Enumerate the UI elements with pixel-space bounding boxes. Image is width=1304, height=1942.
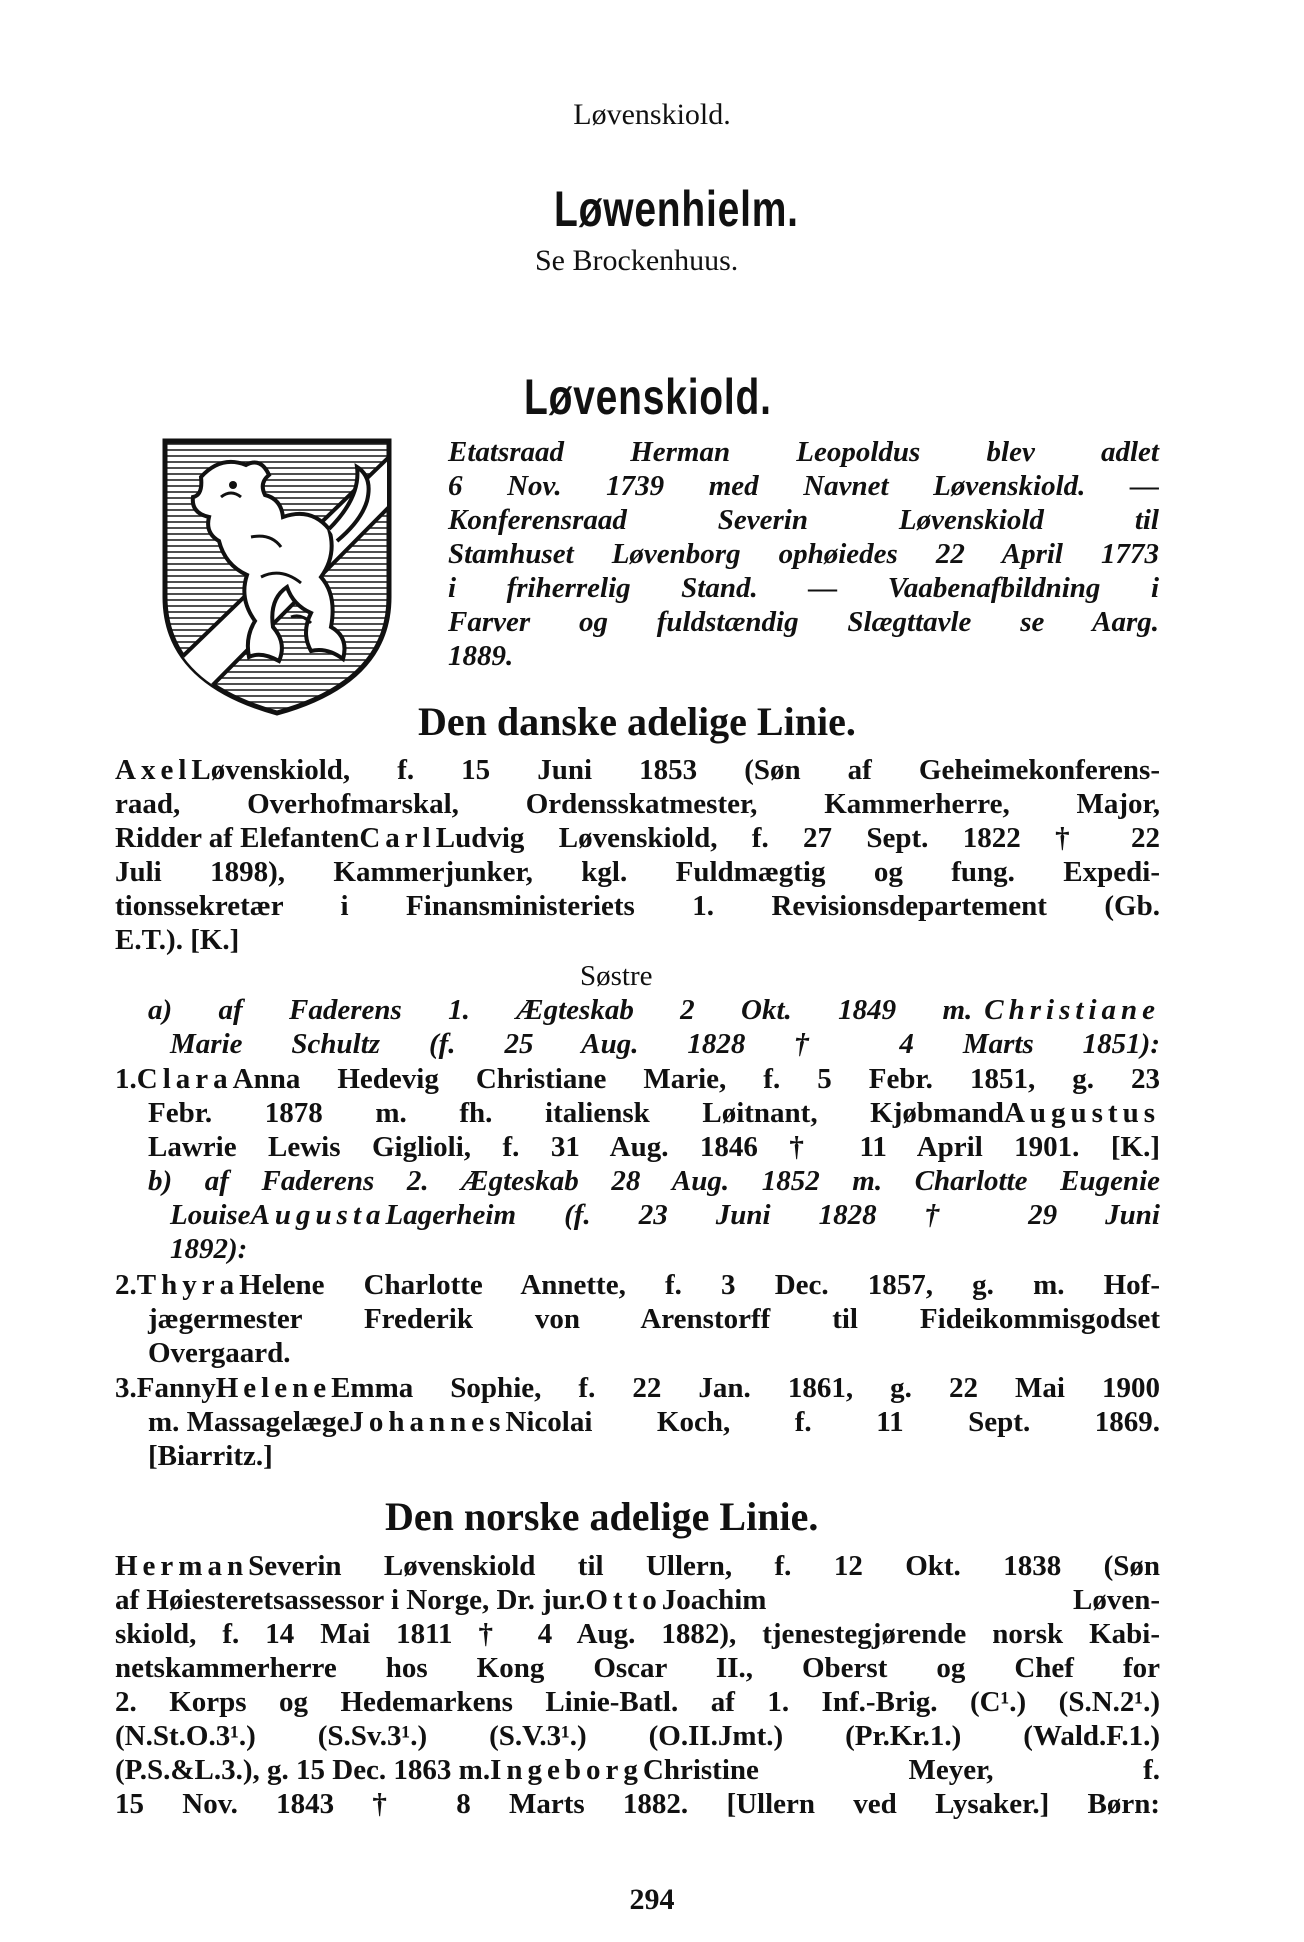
- danish-entry-line-3-a: Ridder af Elefanten: [115, 822, 360, 854]
- danish-entry-line-1-text: Løvenskiold, f. 15 Juni 1853 (Søn af Geheimekonferens-: [191, 754, 1160, 786]
- sister-3-line-1-text: Emma Sophie, f. 22 Jan. 1861, g. 22 Mai 1900: [331, 1372, 1160, 1404]
- person-name-axel: Axel: [115, 754, 192, 786]
- heading-danish-line: Den danske adelige Linie.: [418, 699, 856, 744]
- sister-2-line-1: [115, 1269, 1160, 1302]
- intro-line-1: Etatsraad Herman Leopoldus blev adlet: [448, 436, 1159, 468]
- norwegian-line-5: 2. Korps og Hedemarkens Linie-Batl. af 1. Inf.-Brig. (C¹.) (S.N.2¹.): [115, 1686, 1160, 1718]
- norwegian-line-2: [115, 1584, 1160, 1617]
- person-name-thyra: Thyra: [136, 1269, 240, 1301]
- danish-entry-line-3-b: Ludvig Løvenskiold, f. 27 Sept. 1822 † 22: [435, 822, 1160, 854]
- norwegian-line-3: skiold, f. 14 Mai 1811 † 4 Aug. 1882), tjenestegjørende norsk Kabi-: [115, 1618, 1160, 1650]
- sister-3-line-3: [Biarritz.]: [148, 1440, 273, 1472]
- norwegian-line-7: [115, 1754, 1160, 1787]
- danish-entry-line-4: Juli 1898), Kammerjunker, kgl. Fuldmægtig og fung. Expedi-: [115, 856, 1160, 888]
- intro-line-6: Farver og fuldstændig Slægttavle se Aarg.: [448, 606, 1159, 638]
- running-head: Løvenskiold.: [573, 98, 731, 131]
- see-reference: Se Brockenhuus.: [535, 244, 739, 277]
- sisters-label: Søstre: [580, 960, 653, 992]
- sister-3-line-1: [115, 1372, 1160, 1405]
- danish-entry-line-6: E.T.). [K.]: [115, 924, 240, 956]
- norwegian-line-2-text: Joachim Løven-: [661, 1584, 1160, 1616]
- section-title-lowenhielm: Løwenhielm.: [554, 181, 799, 237]
- marriage-b-line-2-a: Louise: [170, 1199, 251, 1231]
- sister-3-line-1-a: Fanny: [136, 1372, 216, 1404]
- sister-1-number: 1.: [115, 1063, 137, 1095]
- person-name-johannes: Johannes: [349, 1406, 506, 1438]
- sister-2-line-2: jægermester Frederik von Arenstorff til Fideikommisgodset: [148, 1303, 1160, 1335]
- marriage-a-line-1: [148, 994, 1160, 1027]
- person-name-ingeborg: Ingeborg: [490, 1754, 643, 1786]
- intro-line-5: i friherrelig Stand. — Vaabenafbildning i: [448, 572, 1159, 604]
- sister-3-number: 3.: [115, 1372, 137, 1404]
- marriage-b-line-1: b) af Faderens 2. Ægteskab 28 Aug. 1852 m. Charlotte Eugenie: [148, 1165, 1160, 1197]
- section-title-lovenskiold: Løvenskiold.: [524, 369, 772, 425]
- sister-1-line-3: Lawrie Lewis Giglioli, f. 31 Aug. 1846 † 11 April 1901. [K.]: [148, 1131, 1160, 1163]
- norwegian-line-2-a: af Høiesteretsassessor i Norge, Dr. jur.: [115, 1584, 586, 1616]
- intro-line-2: 6 Nov. 1739 med Navnet Løvenskiold. —: [448, 470, 1159, 502]
- norwegian-line-7-text: Christine Meyer, f.: [642, 1754, 1160, 1786]
- sister-2-line-1-text: Helene Charlotte Annette, f. 3 Dec. 1857, g. m. Hof-: [239, 1269, 1160, 1301]
- person-name-clara: Clara: [136, 1063, 233, 1095]
- sister-1-line-1-text: Anna Hedevig Christiane Marie, f. 5 Febr. 1851, g. 23: [232, 1063, 1160, 1095]
- sister-2-line-3: Overgaard.: [148, 1337, 291, 1369]
- norwegian-line-7-a: (P.S.&L.3.), g. 15 Dec. 1863 m.: [115, 1754, 491, 1786]
- sister-3-line-2: [148, 1406, 1160, 1439]
- person-name-herman: Herman: [115, 1550, 249, 1582]
- person-name-helene: Helene: [215, 1372, 332, 1404]
- danish-entry-line-3: [115, 822, 1160, 855]
- danish-entry-line-2: raad, Overhofmarskal, Ordensskatmester, Kammerherre, Major,: [115, 788, 1160, 820]
- person-name-augusta: Augusta: [250, 1199, 386, 1231]
- coat-of-arms-icon: [161, 437, 393, 717]
- intro-line-7: 1889.: [448, 640, 514, 672]
- person-name-carl: Carl: [359, 822, 436, 854]
- norwegian-line-4: netskammerherre hos Kong Oscar II., Oberst og Chef for: [115, 1652, 1160, 1684]
- sister-1-line-2-text: Febr. 1878 m. fh. italiensk Løitnant, Kjøbmand: [148, 1097, 1004, 1129]
- intro-line-4: Stamhuset Løvenborg ophøiedes 22 April 1773: [448, 538, 1159, 570]
- page-number: 294: [629, 1883, 675, 1916]
- sister-2-number: 2.: [115, 1269, 137, 1301]
- heading-norwegian-line: Den norske adelige Linie.: [385, 1494, 819, 1539]
- norwegian-line-1: [115, 1550, 1160, 1583]
- marriage-b-line-2: [170, 1199, 1160, 1232]
- person-name-christiane: Christiane: [984, 994, 1160, 1026]
- marriage-b-line-2-b: Lagerheim (f. 23 Juni 1828 † 29 Juni: [385, 1199, 1160, 1231]
- norwegian-line-1-text: Severin Løvenskiold til Ullern, f. 12 Okt. 1838 (Søn: [248, 1550, 1160, 1582]
- sister-3-line-2-text: Nicolai Koch, f. 11 Sept. 1869.: [505, 1406, 1160, 1438]
- intro-line-3: Konferensraad Severin Løvenskiold til: [448, 504, 1159, 536]
- sister-1-line-1: [115, 1063, 1160, 1096]
- person-name-augustus: Augustus: [1003, 1097, 1160, 1129]
- norwegian-line-8: 15 Nov. 1843 † 8 Marts 1882. [Ullern ved Lysaker.] Børn:: [115, 1788, 1160, 1820]
- person-name-otto: Otto: [585, 1584, 662, 1616]
- norwegian-line-6: (N.St.O.3¹.) (S.Sv.3¹.) (S.V.3¹.) (O.II.Jmt.) (Pr.Kr.1.) (Wald.F.1.): [115, 1720, 1160, 1752]
- sister-3-line-2-a: m. Massagelæge: [148, 1406, 350, 1438]
- marriage-b-line-3: 1892):: [170, 1233, 248, 1265]
- danish-entry-line-5: tionssekretær i Finansministeriets 1. Revisionsdepartement (Gb.: [115, 890, 1160, 922]
- sister-1-line-2: [148, 1097, 1160, 1130]
- marriage-a-line-2: Marie Schultz (f. 25 Aug. 1828 † 4 Marts 1851):: [170, 1028, 1160, 1060]
- marriage-a-line-1-text: a) af Faderens 1. Ægteskab 2 Okt. 1849 m.: [148, 994, 973, 1026]
- danish-entry-line-1: [115, 754, 1160, 787]
